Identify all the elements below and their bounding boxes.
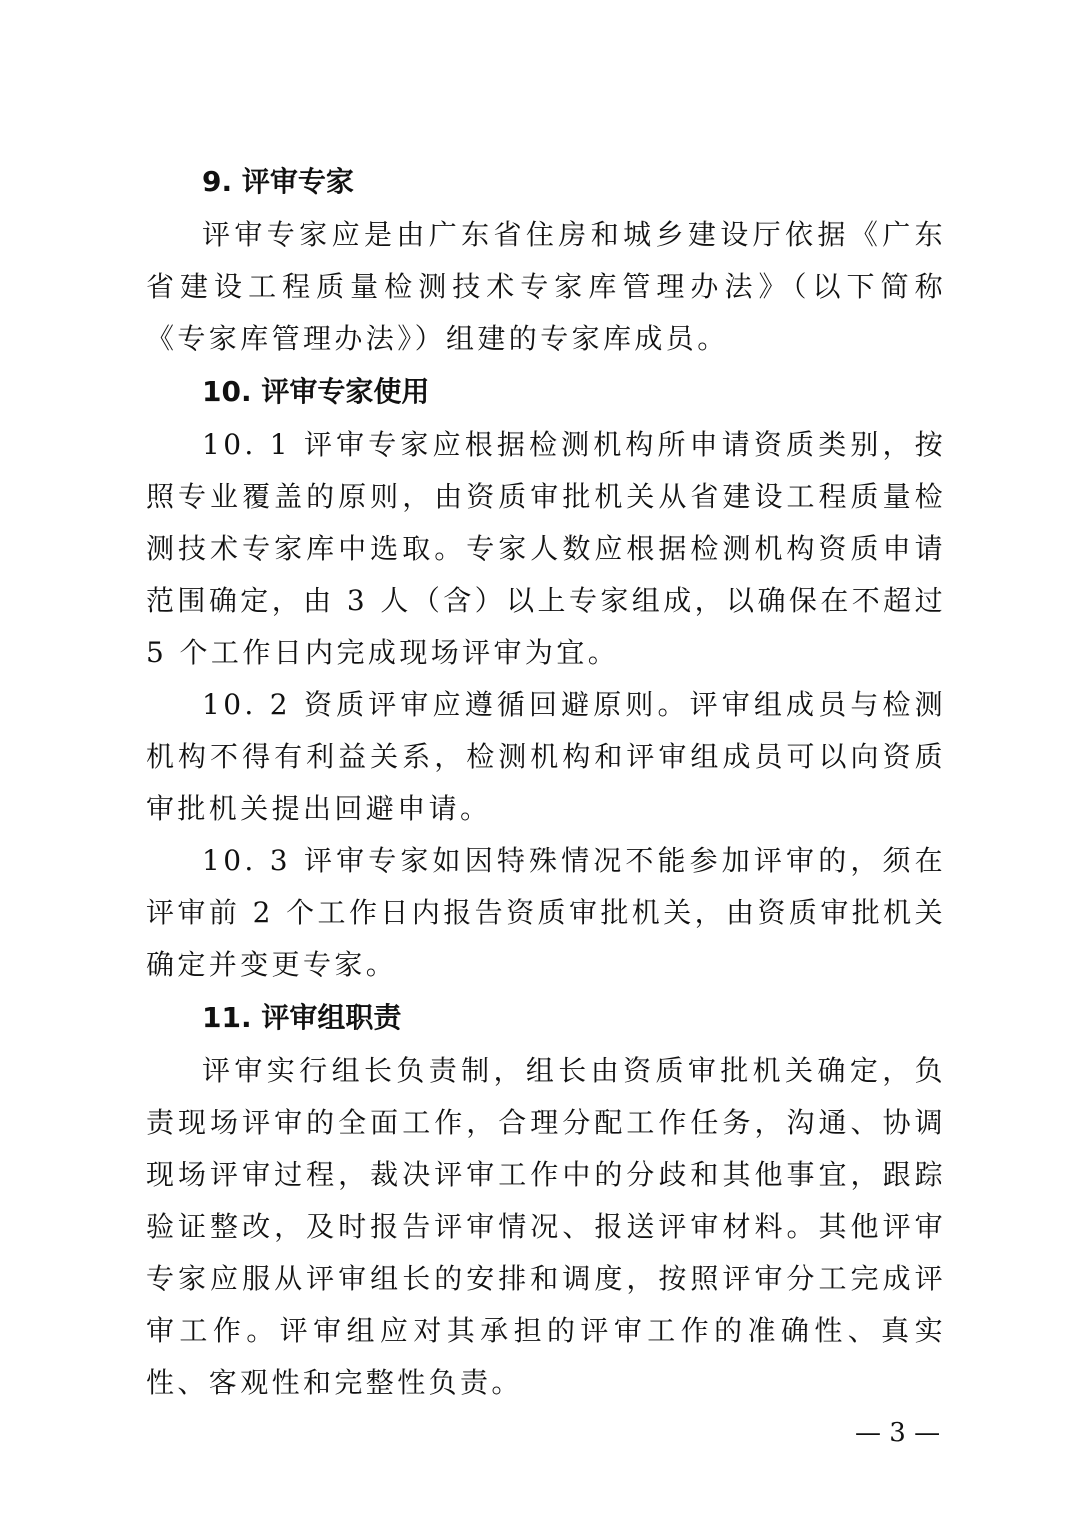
section-heading-10: 10. 评审专家使用 bbox=[202, 375, 430, 408]
paragraph-11: 评审实行组长负责制，组长由资质审批机关确定，负责现场评审的全面工作，合理分配工作任务，沟通、协调现场评审过程，裁决评审工作中的分歧和其他事宜，跟踪验证整改，及时报告评审情况、报送评审材料。其他评审专家应服从评审组长的安排和调度，按照评审分工完成评审工作。评审组应对其承担的评审工作的准确性、真实性、客观性和完整性负责。 bbox=[146, 1054, 946, 1399]
section-heading-11: 11. 评审组职责 bbox=[202, 1001, 402, 1034]
paragraph-10-3: 10. 3 评审专家如因特殊情况不能参加评审的，须在评审前 2 个工作日内报告资质审批机关，由资质审批机关确定并变更专家。 bbox=[146, 844, 946, 981]
document-page bbox=[146, 155, 946, 1399]
paragraph-9: 评审专家应是由广东省住房和城乡建设厅依据《广东省建设工程质量检测技术专家库管理办法》（以下简称《专家库管理办法》）组建的专家库成员。 bbox=[146, 218, 946, 355]
page-number: — 3 — bbox=[855, 1418, 941, 1448]
paragraph-10-1: 10. 1 评审专家应根据检测机构所申请资质类别，按照专业覆盖的原则，由资质审批机关从省建设工程质量检测技术专家库中选取。专家人数应根据检测机构资质申请范围确定，由 3 人（含）以上专家组成，以确保在不超过 5 个工作日内完成现场评审为宜。 bbox=[146, 428, 946, 669]
paragraph-10-2: 10. 2 资质评审应遵循回避原则。评审组成员与检测机构不得有利益关系，检测机构和评审组成员可以向资质审批机关提出回避申请。 bbox=[146, 688, 946, 825]
section-heading-9: 9. 评审专家 bbox=[202, 165, 354, 198]
